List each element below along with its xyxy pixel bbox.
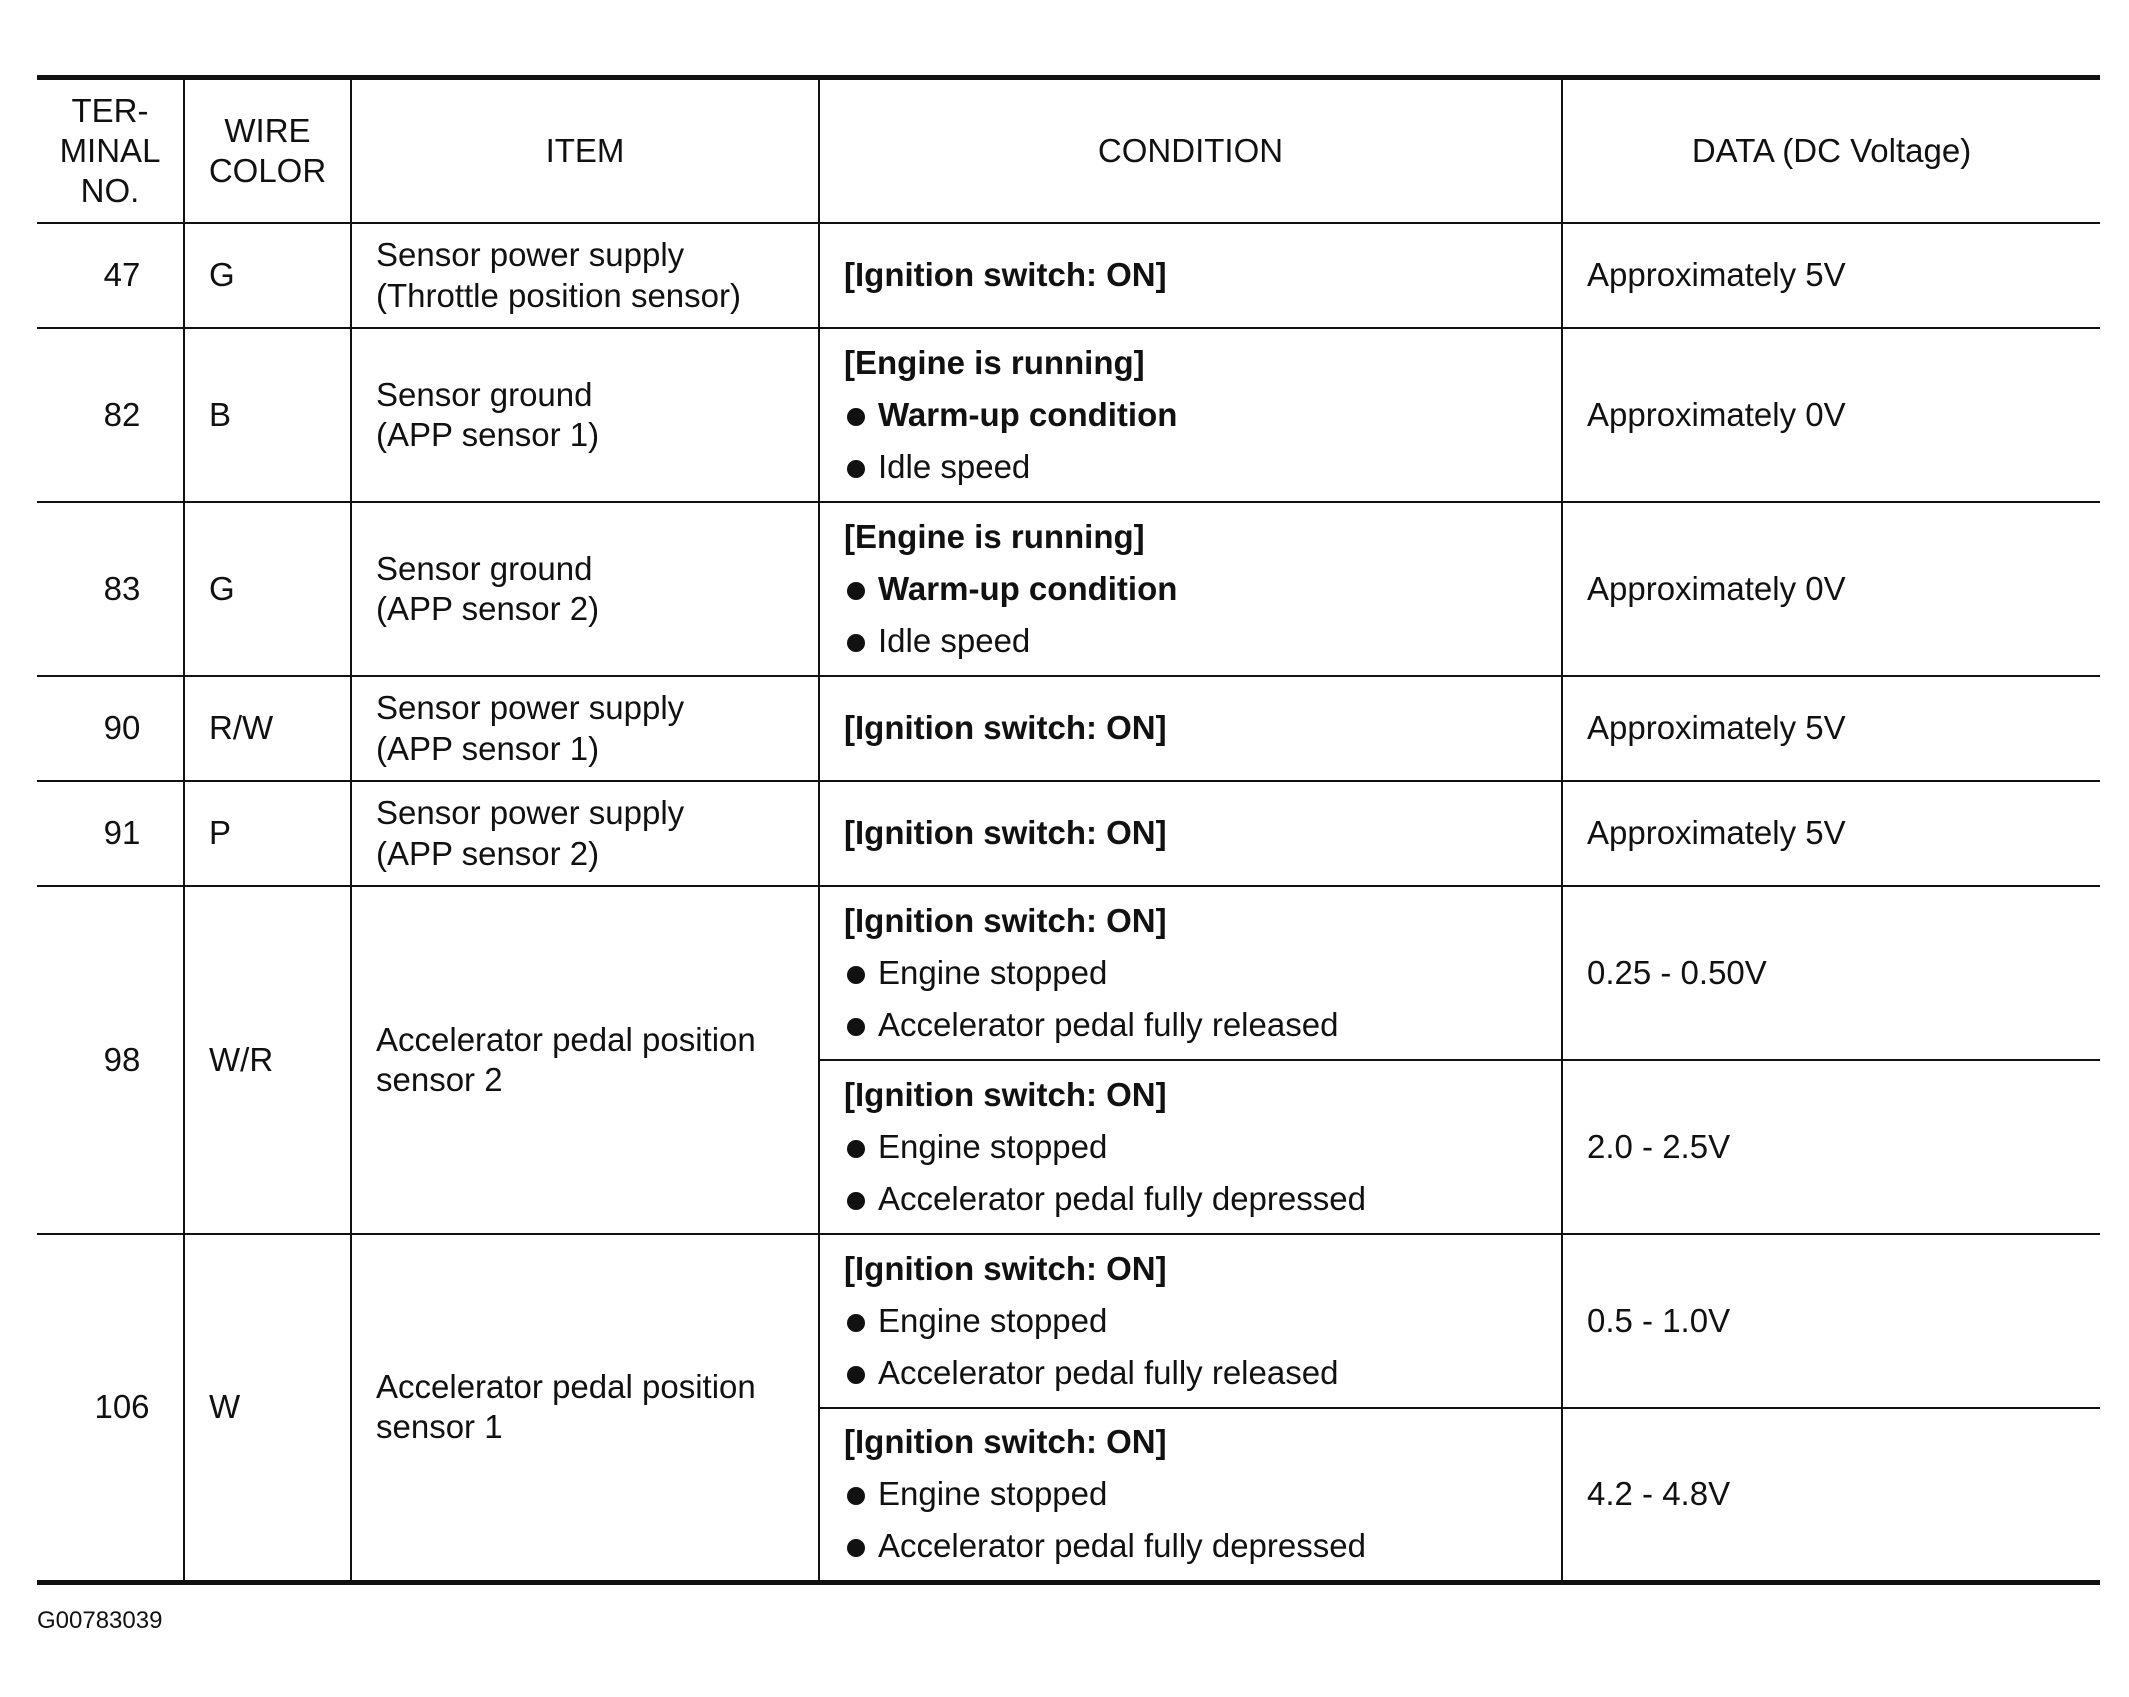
- condition-item-text: Idle speed: [878, 622, 1031, 660]
- header-wire-color: [184, 78, 351, 224]
- condition-item: [844, 953, 1561, 993]
- wire-color-cell: W: [184, 1234, 351, 1582]
- condition-item-text: Accelerator pedal fully released: [878, 1354, 1339, 1392]
- condition-cell: [819, 328, 1562, 502]
- item-line: sensor 1: [376, 1408, 503, 1446]
- condition-cell: [819, 502, 1562, 676]
- figure-id: G00783039: [37, 1607, 163, 1634]
- bullet-icon: [847, 1018, 865, 1036]
- condition-head: [Ignition switch: ON]: [844, 709, 1167, 747]
- condition-item-text: Accelerator pedal fully released: [878, 1006, 1339, 1044]
- bullet-icon: [847, 966, 865, 984]
- condition-item-text: Warm-up condition: [878, 569, 1178, 607]
- wire-color-cell: W/R: [184, 886, 351, 1234]
- item-line: (APP sensor 1): [376, 729, 600, 767]
- condition-item: [844, 1353, 1561, 1393]
- bullet-icon: [847, 408, 865, 426]
- data-cell: 2.0 - 2.5V: [1562, 1060, 2100, 1234]
- header-data: DATA (DC Voltage): [1562, 78, 2100, 224]
- condition-item-text: Engine stopped: [878, 1301, 1108, 1339]
- condition-cell: [819, 1234, 1562, 1408]
- header-condition: CONDITION: [819, 78, 1562, 224]
- data-cell: Approximately 5V: [1562, 676, 2100, 781]
- data-cell: Approximately 5V: [1562, 223, 2100, 328]
- condition-head: [Ignition switch: ON]: [844, 814, 1167, 852]
- data-cell: Approximately 0V: [1562, 502, 2100, 676]
- table-row: [37, 223, 2100, 328]
- condition-item: [844, 1005, 1561, 1045]
- table-row: [37, 1234, 2100, 1408]
- data-cell: 4.2 - 4.8V: [1562, 1408, 2100, 1582]
- item-cell: [351, 886, 819, 1234]
- terminal-cell: 98: [37, 886, 184, 1234]
- condition-item: [844, 621, 1561, 661]
- bullet-icon: [847, 634, 865, 652]
- item-line: (Throttle position sensor): [376, 276, 741, 314]
- table-row: [37, 502, 2100, 676]
- condition-cell: [819, 1060, 1562, 1234]
- data-cell: Approximately 5V: [1562, 781, 2100, 886]
- item-line: (APP sensor 2): [376, 834, 600, 872]
- condition-item-text: Engine stopped: [878, 953, 1108, 991]
- terminal-cell: 82: [37, 328, 184, 502]
- item-line: Accelerator pedal position: [376, 1368, 756, 1405]
- item-line: Sensor ground: [376, 549, 593, 587]
- item-cell: [351, 1234, 819, 1582]
- table-row: [37, 886, 2100, 1060]
- terminal-data-table: [37, 75, 2100, 1585]
- header-wire-line-2: COLOR: [208, 152, 327, 189]
- condition-item: [844, 1526, 1561, 1566]
- item-line: (APP sensor 1): [376, 416, 600, 453]
- item-line: Sensor power supply: [376, 794, 685, 832]
- condition-item: [844, 447, 1561, 487]
- condition-item-text: Warm-up condition: [878, 395, 1178, 433]
- condition-cell: [819, 676, 1562, 781]
- condition-cell: [819, 1408, 1562, 1582]
- terminal-cell: 91: [37, 781, 184, 886]
- condition-item-text: Accelerator pedal fully depressed: [878, 1527, 1366, 1565]
- bullet-icon: [847, 460, 865, 478]
- condition-item-text: Engine stopped: [878, 1475, 1108, 1513]
- wire-color-cell: P: [184, 781, 351, 886]
- header-terminal-no: [37, 78, 184, 224]
- bullet-icon: [847, 1539, 865, 1557]
- table-row: [37, 328, 2100, 502]
- item-cell: [351, 502, 819, 676]
- bullet-icon: [847, 1192, 865, 1210]
- item-cell: [351, 781, 819, 886]
- data-cell: 0.25 - 0.50V: [1562, 886, 2100, 1060]
- header-terminal-line-1: TER-: [71, 91, 149, 129]
- condition-head: [Engine is running]: [844, 517, 1145, 555]
- condition-head: [Ignition switch: ON]: [844, 1075, 1167, 1113]
- condition-head: [Ignition switch: ON]: [844, 901, 1167, 939]
- condition-item: [844, 1474, 1561, 1514]
- condition-item-text: Accelerator pedal fully depressed: [878, 1180, 1366, 1218]
- condition-item: [844, 1127, 1561, 1167]
- terminal-cell: 47: [37, 223, 184, 328]
- wire-color-cell: R/W: [184, 676, 351, 781]
- header-terminal-line-2: MINAL: [59, 131, 161, 169]
- item-line: (APP sensor 2): [376, 590, 600, 627]
- terminal-cell: 106: [37, 1234, 184, 1582]
- condition-cell: [819, 223, 1562, 328]
- item-cell: [351, 676, 819, 781]
- condition-item-text: Idle speed: [878, 448, 1031, 486]
- header-terminal-line-3: NO.: [80, 172, 140, 210]
- item-cell: [351, 328, 819, 502]
- header-item: ITEM: [351, 78, 819, 224]
- condition-item: [844, 395, 1561, 435]
- condition-item: [844, 1179, 1561, 1219]
- item-line: Sensor ground: [376, 375, 593, 413]
- header-row: [37, 78, 2100, 224]
- wire-color-cell: G: [184, 223, 351, 328]
- bullet-icon: [847, 1314, 865, 1332]
- condition-cell: [819, 781, 1562, 886]
- header-wire-line-1: WIRE: [224, 111, 311, 149]
- bullet-icon: [847, 582, 865, 600]
- terminal-cell: 90: [37, 676, 184, 781]
- item-line: sensor 2: [376, 1061, 503, 1098]
- bullet-icon: [847, 1366, 865, 1384]
- condition-cell: [819, 886, 1562, 1060]
- terminal-cell: 83: [37, 502, 184, 676]
- condition-item: [844, 1301, 1561, 1341]
- condition-item-text: Engine stopped: [878, 1127, 1108, 1165]
- condition-item: [844, 569, 1561, 609]
- wire-color-cell: G: [184, 502, 351, 676]
- data-cell: Approximately 0V: [1562, 328, 2100, 502]
- condition-head: [Ignition switch: ON]: [844, 1249, 1167, 1287]
- item-line: Sensor power supply: [376, 689, 685, 727]
- item-cell: [351, 223, 819, 328]
- condition-head: [Ignition switch: ON]: [844, 256, 1167, 294]
- condition-head: [Engine is running]: [844, 343, 1145, 381]
- bullet-icon: [847, 1140, 865, 1158]
- data-cell: 0.5 - 1.0V: [1562, 1234, 2100, 1408]
- table-row: [37, 676, 2100, 781]
- table-row: [37, 781, 2100, 886]
- bullet-icon: [847, 1487, 865, 1505]
- condition-head: [Ignition switch: ON]: [844, 1422, 1167, 1460]
- wire-color-cell: B: [184, 328, 351, 502]
- item-line: Accelerator pedal position: [376, 1020, 756, 1058]
- item-line: Sensor power supply: [376, 236, 685, 274]
